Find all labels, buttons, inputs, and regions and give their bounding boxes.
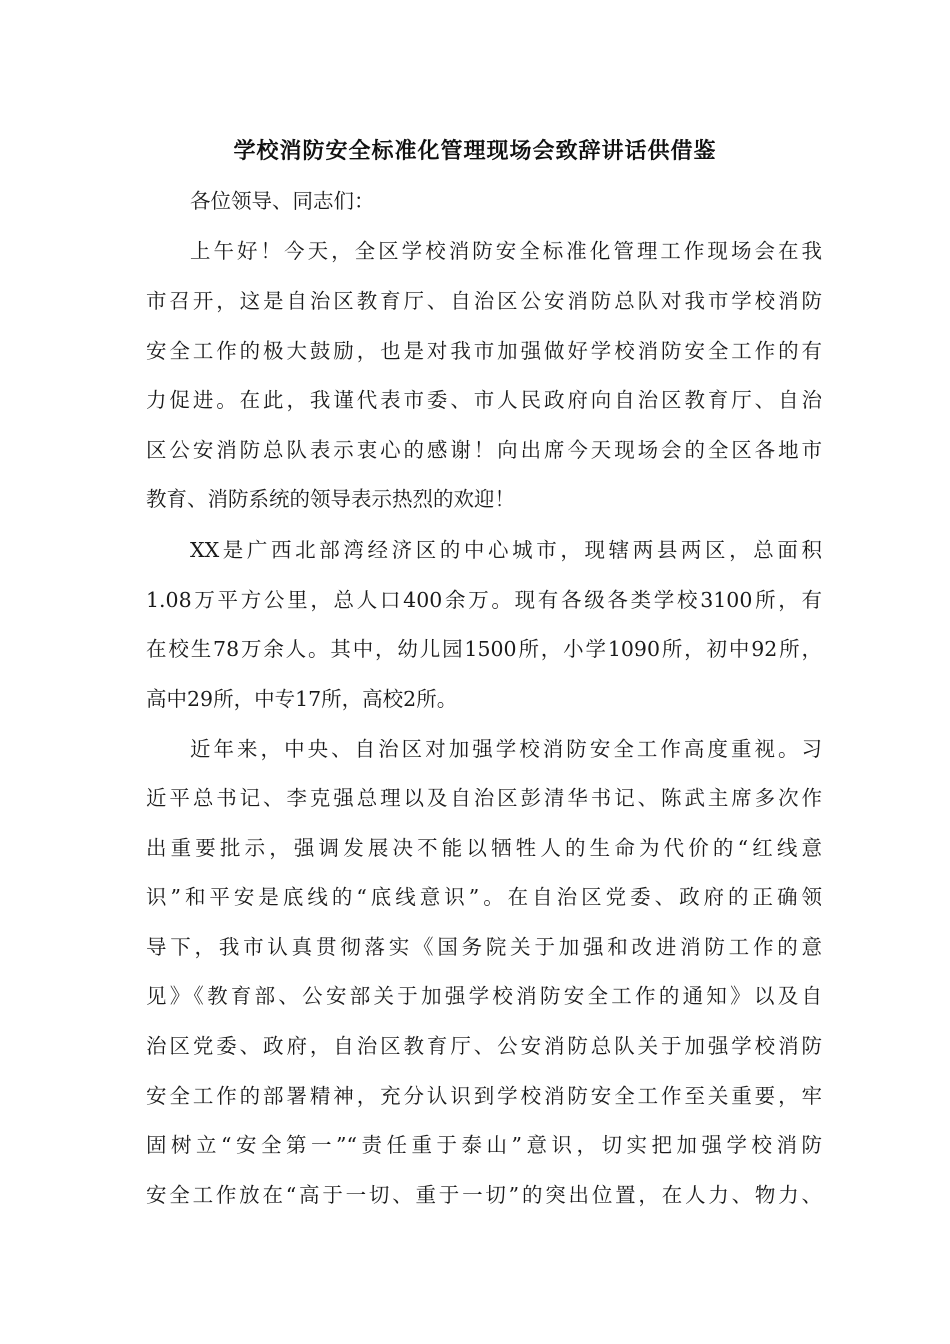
- body-line: 识”和平安是底线的“底线意识”。在自治区党委、政府的正确领: [146, 885, 822, 909]
- body-line: 安全工作的极大鼓励，也是对我市加强做好学校消防安全工作的有: [146, 339, 822, 363]
- body-line: 安全工作的部署精神，充分认识到学校消防安全工作至关重要，牢: [146, 1084, 822, 1108]
- body-line: 区公安消防总队表示衷心的感谢！向出席今天现场会的全区各地市: [146, 438, 822, 462]
- body-line: 1.08万平方公里，总人口400余万。现有各级各类学校3100所，有: [146, 588, 822, 612]
- body-line: 近平总书记、李克强总理以及自治区彭清华书记、陈武主席多次作: [146, 786, 822, 810]
- body-line: 力促进。在此，我谨代表市委、市人民政府向自治区教育厅、自治: [146, 388, 822, 412]
- body-line: 上午好！今天，全区学校消防安全标准化管理工作现场会在我: [190, 239, 822, 263]
- body-line: 市召开，这是自治区教育厅、自治区公安消防总队对我市学校消防: [146, 289, 822, 313]
- body-line: 出重要批示，强调发展决不能以牺牲人的生命为代价的“红线意: [146, 836, 822, 860]
- body-line: 安全工作放在“高于一切、重于一切”的突出位置，在人力、物力、: [146, 1183, 822, 1207]
- body-line: 导下，我市认真贯彻落实《国务院关于加强和改进消防工作的意: [146, 935, 822, 959]
- document-title: 学校消防安全标准化管理现场会致辞讲话供借鉴: [233, 139, 717, 164]
- body-line: 固树立“安全第一”“责任重于泰山”意识，切实把加强学校消防: [146, 1133, 822, 1157]
- body-line: 见》《教育部、公安部关于加强学校消防安全工作的通知》以及自: [146, 984, 822, 1008]
- body-line: 教育、消防系统的领导表示热烈的欢迎！: [146, 487, 515, 511]
- body-line: 治区党委、政府，自治区教育厅、公安消防总队关于加强学校消防: [146, 1034, 822, 1058]
- body-line: 在校生78万余人。其中，幼儿园1500所，小学1090所，初中92所，: [146, 637, 822, 661]
- body-line: 近年来，中央、自治区对加强学校消防安全工作高度重视。习: [190, 737, 822, 761]
- salutation-line: 各位领导、同志们：: [190, 189, 375, 213]
- body-line: XX是广西北部湾经济区的中心城市，现辖两县两区，总面积: [190, 538, 822, 562]
- body-line: 高中29所，中专17所，高校2所。: [146, 687, 458, 711]
